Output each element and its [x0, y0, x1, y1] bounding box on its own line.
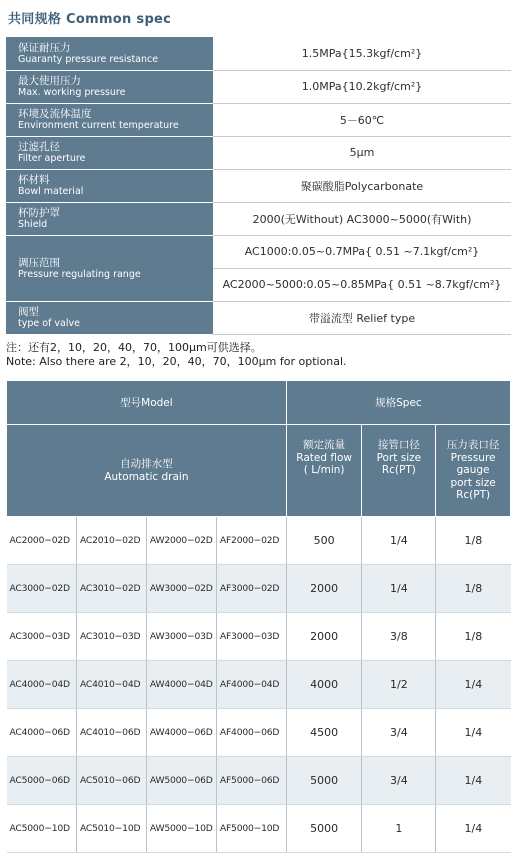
spec-row — [6, 301, 511, 334]
gauge-en2: gauge — [456, 464, 490, 476]
model-cell: AC4000−04D — [7, 661, 77, 709]
model-cell: AC5010−10D — [76, 805, 146, 853]
gauge-en4: Rc(PT) — [456, 489, 491, 501]
spec-label-zh: 杯防护罩 — [18, 207, 60, 219]
flow-en2: ( L/min) — [303, 464, 345, 476]
spec-value: 聚碳酸脂Polycarbonate — [213, 169, 511, 202]
model-cell: AW4000−06D — [146, 709, 216, 757]
model-cell: AF5000−06D — [216, 757, 286, 805]
notes — [6, 341, 347, 369]
gauge-header — [436, 425, 511, 517]
spec-row — [6, 169, 511, 202]
model-cell: AW5000−10D — [146, 805, 216, 853]
port-cell: 1 — [362, 805, 436, 853]
table-row — [7, 709, 511, 757]
model-cell: AW5000−06D — [146, 757, 216, 805]
table-row — [7, 805, 511, 853]
drain-en: Automatic drain — [104, 470, 189, 483]
spec-row — [6, 70, 511, 103]
model-cell: AW3000−02D — [146, 565, 216, 613]
spec-label-zh: 阀型 — [18, 306, 39, 318]
gauge-cell: 1/4 — [436, 805, 511, 853]
model-cell: AC3000−03D — [7, 613, 77, 661]
subheader-row — [7, 425, 511, 517]
gauge-cell: 1/8 — [436, 565, 511, 613]
model-cell: AC5000−06D — [7, 757, 77, 805]
spec-value: 带溢流型 Relief type — [213, 301, 511, 334]
note-zh: 注：还有2，10，20，40，70，100μm可供选择。 — [6, 341, 262, 354]
spec-label — [6, 301, 213, 334]
port-en1: Port size — [376, 451, 422, 464]
table-row — [7, 517, 511, 565]
port-cell: 3/8 — [362, 613, 436, 661]
spec-value: 5－60℃ — [213, 103, 511, 136]
port-zh: 接管口径 — [377, 439, 420, 451]
model-cell: AW4000−04D — [146, 661, 216, 709]
spec-value: AC1000:0.05~0.7MPa{ 0.51 ~7.1kgf/cm²} — [213, 235, 511, 268]
note-en: Note: Also there are 2，10，20，40，70，100μm for optional. — [6, 355, 347, 368]
gauge-cell: 1/4 — [436, 757, 511, 805]
model-table — [6, 380, 511, 853]
spec-label-en: Environment current temperature — [18, 120, 179, 131]
header-row — [7, 381, 511, 425]
flow-header — [286, 425, 362, 517]
flow-cell: 5000 — [286, 805, 362, 853]
page-title: 共同规格 Common spec — [8, 12, 172, 27]
port-cell: 1/2 — [362, 661, 436, 709]
spec-label-zh: 保证耐压力 — [18, 41, 71, 54]
flow-cell: 4000 — [286, 661, 362, 709]
model-cell: AF3000−02D — [216, 565, 286, 613]
drain-zh: 自动排水型 — [120, 457, 173, 470]
spec-row — [6, 235, 511, 268]
model-cell: AC3010−02D — [76, 565, 146, 613]
gauge-cell: 1/8 — [436, 517, 511, 565]
table-row — [7, 565, 511, 613]
flow-cell: 500 — [286, 517, 362, 565]
spec-label-zh: 最大使用压力 — [18, 75, 81, 87]
flow-zh: 额定流量 — [303, 439, 346, 451]
spec-label — [6, 136, 213, 169]
spec-label-en: Shield — [18, 219, 48, 230]
port-cell: 3/4 — [362, 757, 436, 805]
port-cell: 1/4 — [362, 565, 436, 613]
port-en2: Rc(PT) — [381, 464, 416, 476]
model-cell: AC4010−06D — [76, 709, 146, 757]
port-header — [362, 425, 436, 517]
drain-header — [7, 425, 287, 517]
spec-label-en: type of valve — [18, 318, 80, 329]
spec-label — [6, 37, 213, 70]
model-cell: AC2000−02D — [7, 517, 77, 565]
port-cell: 3/4 — [362, 709, 436, 757]
flow-cell: 2000 — [286, 613, 362, 661]
flow-cell: 4500 — [286, 709, 362, 757]
flow-cell: 5000 — [286, 757, 362, 805]
gauge-en3: port size — [450, 476, 496, 489]
table-row — [7, 661, 511, 709]
spec-row — [6, 103, 511, 136]
model-cell: AF2000−02D — [216, 517, 286, 565]
gauge-zh: 压力表口径 — [446, 439, 500, 451]
table-row — [7, 757, 511, 805]
gauge-en1: Pressure — [450, 451, 496, 464]
spec-label-zh: 调压范围 — [18, 256, 60, 269]
spec-label-en: Guaranty pressure resistance — [18, 53, 159, 65]
spec-value: 1.5MPa{15.3kgf/cm²} — [213, 37, 511, 70]
model-cell: AC3000−02D — [7, 565, 77, 613]
spec-value: AC2000~5000:0.05~0.85MPa{ 0.51 ~8.7kgf/cm²} — [213, 268, 511, 301]
common-spec-table — [6, 37, 511, 335]
model-cell: AC2010−02D — [76, 517, 146, 565]
model-cell: AF4000−06D — [216, 709, 286, 757]
spec-value: 2000(无Without) AC3000~5000(有With) — [213, 202, 511, 235]
spec-row — [6, 202, 511, 235]
spec-label — [6, 235, 213, 301]
model-cell: AC5000−10D — [7, 805, 77, 853]
spec-label-en: Bowl material — [18, 186, 84, 197]
model-cell: AF5000−10D — [216, 805, 286, 853]
model-cell: AC4010−04D — [76, 661, 146, 709]
table-row — [7, 613, 511, 661]
spec-label-zh: 过滤孔径 — [18, 141, 60, 153]
spec-label-zh: 杯材料 — [18, 174, 50, 186]
spec-value: 5μm — [213, 136, 511, 169]
gauge-cell: 1/4 — [436, 709, 511, 757]
spec-label — [6, 169, 213, 202]
spec-label-en: Max. working pressure — [18, 87, 126, 98]
flow-cell: 2000 — [286, 565, 362, 613]
spec-label-en: Pressure regulating range — [18, 268, 141, 280]
gauge-cell: 1/8 — [436, 613, 511, 661]
spec-row — [6, 37, 511, 70]
model-cell: AW3000−03D — [146, 613, 216, 661]
model-cell: AF3000−03D — [216, 613, 286, 661]
model-cell: AF4000−04D — [216, 661, 286, 709]
spec-value: 1.0MPa{10.2kgf/cm²} — [213, 70, 511, 103]
spec-label — [6, 103, 213, 136]
spec-label — [6, 70, 213, 103]
flow-en1: Rated flow — [296, 451, 352, 464]
spec-label-en: Filter aperture — [18, 153, 86, 164]
model-cell: AC4000−06D — [7, 709, 77, 757]
spec-header: 规格Spec — [286, 381, 510, 425]
model-cell: AC3010−03D — [76, 613, 146, 661]
port-cell: 1/4 — [362, 517, 436, 565]
gauge-cell: 1/4 — [436, 661, 511, 709]
model-cell: AC5010−06D — [76, 757, 146, 805]
spec-label-zh: 环境及流体温度 — [18, 108, 92, 120]
model-header: 型号Model — [7, 381, 287, 425]
spec-label — [6, 202, 213, 235]
spec-row — [6, 136, 511, 169]
model-cell: AW2000−02D — [146, 517, 216, 565]
